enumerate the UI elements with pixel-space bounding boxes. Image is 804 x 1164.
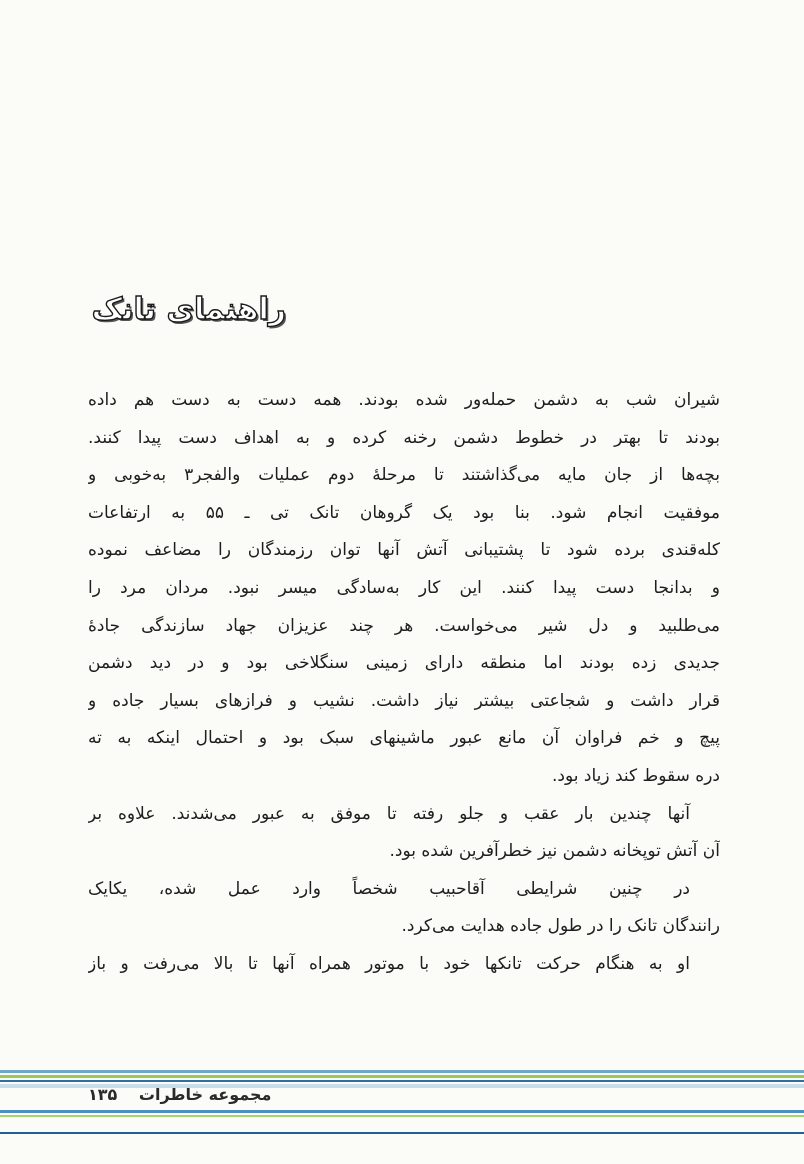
text-line: بودند تا بهتر در خطوط دشمن رخنه کرده و به اهداف دست پیدا کنند.	[88, 427, 720, 448]
footer-stripe	[0, 1070, 804, 1073]
text-line: بچه‌ها از جان مایه می‌گذاشتند تا مرحلهٔ دوم عملیات والفجر۳ به‌خوبی و	[88, 465, 720, 486]
body-text	[88, 382, 720, 984]
text-line: و بدانجا دست پیدا کنند. این کار به‌سادگی میسر نبود. مردان مرد را	[88, 577, 720, 598]
text-line: آنها چندین بار عقب و جلو رفته تا موفق به عبور می‌شدند. علاوه بر	[88, 803, 690, 824]
text-line: شیران شب به دشمن حمله‌ور شده بودند. همه دست به دست هم داده	[88, 390, 720, 410]
text-line: قرار داشت و شجاعتی بیشتر نیاز داشت. نشیب و فرازهای بسیار جاده و	[88, 690, 720, 711]
footer-stripe	[0, 1115, 804, 1117]
text-line: رانندگان تانک را در طول جاده هدایت می‌کرد.	[401, 916, 720, 937]
text-line: کله‌قندی برده شود تا پشتیبانی آتش آنها توان رزمندگان را مضاعف نموده	[88, 540, 720, 561]
page-number: ۱۳۵	[88, 1085, 118, 1104]
text-line: دره سقوط کند زیاد بود.	[552, 765, 720, 786]
text-line: می‌طلبید و دل شیر می‌خواست. هر چند عزیزان جهاد سازندگی جادهٔ	[88, 615, 720, 636]
text-line: آن آتش توپخانه دشمن نیز خطرآفرین شده بود.	[389, 841, 720, 862]
book-title: مجموعه خاطرات	[138, 1085, 272, 1104]
footer-stripe	[0, 1110, 804, 1113]
running-footer	[88, 1082, 271, 1108]
text-line: موفقیت انجام شود. بنا بود یک گروهان تانک تی ـ ۵۵ به ارتفاعات	[88, 502, 720, 523]
chapter-title: راهنمای تانک	[91, 292, 286, 327]
text-line: جدیدی زده بودند اما منطقه دارای زمینی سنگلاخی بود و در دید دشمن	[88, 653, 720, 674]
text-line: او به هنگام حرکت تانکها خود با موتور همراه آنها تا بالا می‌رفت و باز	[88, 953, 690, 974]
text-line: در چنین شرایطی آقاحبیب شخصاً وارد عمل شده، یکایک	[88, 878, 690, 899]
text-line: پیچ و خم فراوان آن مانع عبور ماشینهای سبک بود و احتمال اینکه به ته	[88, 728, 720, 749]
footer-stripe	[0, 1132, 804, 1134]
footer-stripe	[0, 1075, 804, 1078]
